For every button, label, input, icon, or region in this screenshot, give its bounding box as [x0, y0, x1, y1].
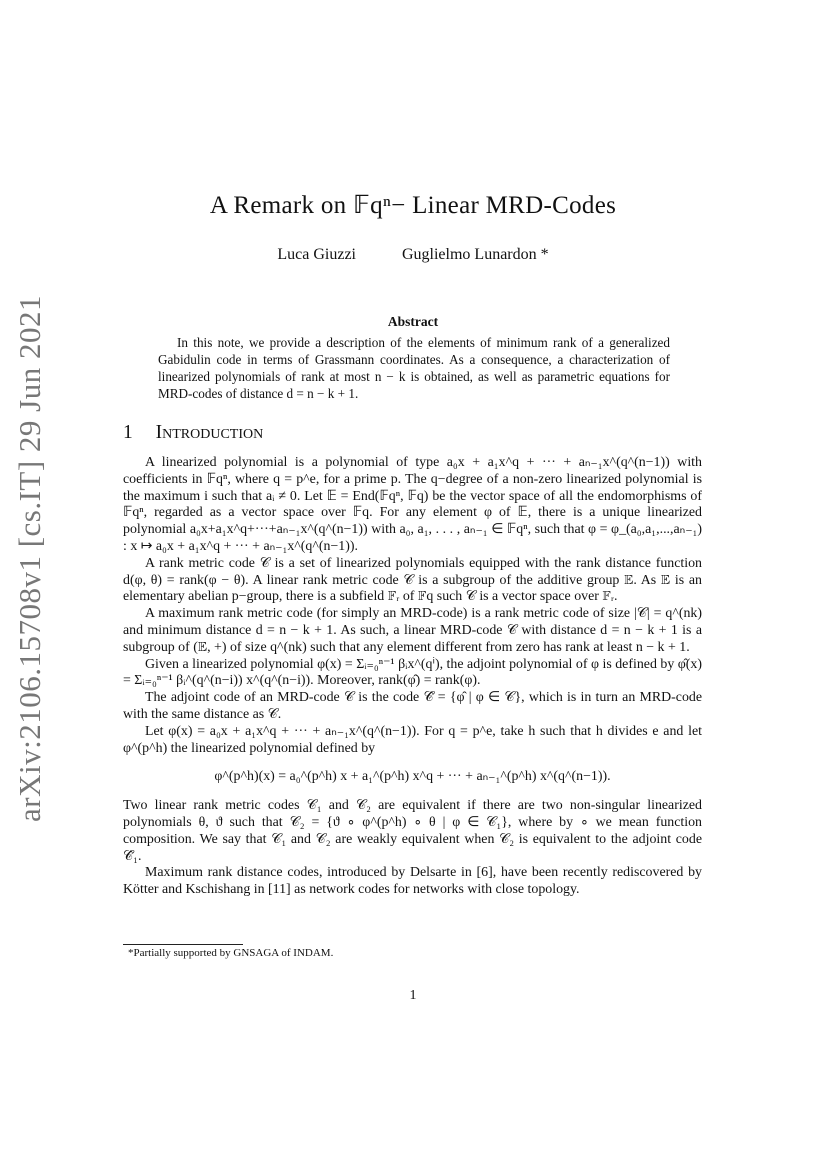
section-body — [123, 455, 702, 899]
section-number: 1 — [123, 422, 133, 443]
paragraph: Two linear rank metric codes 𝒞₁ and 𝒞₂ are equivalent if there are two non-singular linearized polynomials θ, ϑ such that 𝒞₂ = {ϑ ∘ φ^(p^h) ∘ θ | φ ∈ 𝒞₁}, where by ∘ we mean function composition. We say that 𝒞₁ and 𝒞₂ are weakly equivalent when 𝒞₂ is equivalent to the adjoint code 𝒞̂₁. — [123, 798, 702, 864]
abstract-heading: Abstract — [387, 314, 439, 329]
section-title: Introduction — [155, 422, 264, 443]
paragraph: The adjoint code of an MRD-code 𝒞 is the code 𝒞̂ = {φ̂ | φ ∈ 𝒞}, which is in turn an MRD-code with the same distance as 𝒞. — [123, 690, 702, 722]
footnote-rule — [123, 944, 243, 945]
paragraph: Given a linearized polynomial φ(x) = Σᵢ₌₀ⁿ⁻¹ βᵢx^(qⁱ), the adjoint polynomial of φ is defined by φ̂(x) = Σᵢ₌₀ⁿ⁻¹ βᵢ^(q^(n−i)) x^(q^(n−i)). Moreover, rank(φ̂) = rank(φ). — [123, 656, 702, 689]
paper-title: A Remark on 𝔽qⁿ− Linear MRD-Codes — [209, 192, 617, 219]
page-number: 1 — [409, 988, 417, 1003]
paragraph: A rank metric code 𝒞 is a set of linearized polynomials equipped with the rank distance function d(φ, θ) = rank(φ − θ). A linear rank metric code 𝒞 is a subgroup of the additive group 𝔼. As 𝔼 is an elementary abelian p−group, there is a subfield 𝔽ᵣ of 𝔽q such 𝒞 is a vector space over 𝔽ᵣ. — [123, 555, 702, 605]
footnote: *Partially supported by GNSAGA of INDAM. — [128, 947, 334, 959]
paragraph: Let φ(x) = a₀x + a₁x^q + ··· + aₙ₋₁x^(q^(n−1)). For q = p^e, take h such that h divides e and let φ^(p^h) the linearized polynomial defined by — [123, 723, 702, 756]
author-name: Luca Giuzzi — [277, 246, 356, 263]
display-equation: φ^(p^h)(x) = a₀^(p^h) x + a₁^(p^h) x^q + ··· + aₙ₋₁^(p^h) x^(q^(n−1)). — [214, 769, 611, 785]
author-name: Guglielmo Lunardon * — [401, 246, 549, 263]
section-heading — [123, 422, 263, 444]
paragraph: A linearized polynomial is a polynomial of type a₀x + a₁x^q + ··· + aₙ₋₁x^(q^(n−1)) with coefficients in 𝔽qⁿ, where q = p^e, for a prime p. The q−degree of a non-zero linearized polynomial is the maximum i such that aᵢ ≠ 0. Let 𝔼 = End(𝔽qⁿ, 𝔽q) be the vector space of all the endomorphisms of 𝔽qⁿ, regarded as a vector space over 𝔽q. For any element φ of 𝔼, there is a unique linearized polynomial a₀x+a₁x^q+···+aₙ₋₁x^(q^(n−1)) with a₀, a₁, . . . , aₙ₋₁ ∈ 𝔽qⁿ, such that φ = φ_(a₀,a₁,...,aₙ₋₁) : x ↦ a₀x + a₁x^q + ··· + aₙ₋₁x^(q^(n−1)). — [123, 455, 702, 554]
paragraph: Maximum rank distance codes, introduced by Delsarte in [6], have been recently rediscovered by Kötter and Kschishang in [11] as network codes for networks with close topology. — [123, 865, 702, 898]
author-list — [0, 246, 826, 264]
paragraph: A maximum rank metric code (for simply an MRD-code) is a rank metric code of size |𝒞| = q^(nk) and minimum distance d = n − k + 1. As such, a linear MRD-code 𝒞 with distance d = n − k + 1 is a subgroup of (𝔼, +) of size q^(nk) such that any element different from zero has rank at least n − k + 1. — [123, 606, 702, 655]
arxiv-side-label: arXiv:2106.15708v1 [cs.IT] 29 Jun 2021 — [12, 295, 47, 822]
abstract-text: In this note, we provide a description of the elements of minimum rank of a generalized Gabidulin code in terms of Grassmann coordinates. As a consequence, a characterization of linearized polynomials of rank at most n − k is obtained, as well as parametric equations for MRD-codes of distance d = n − k + 1. — [158, 335, 670, 401]
